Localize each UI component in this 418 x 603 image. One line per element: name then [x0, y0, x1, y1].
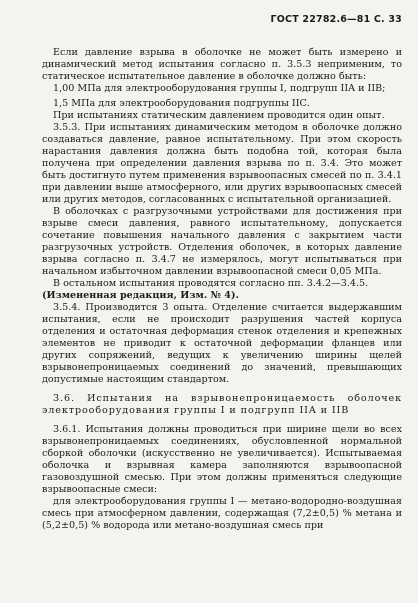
document-body	[42, 47, 402, 532]
paragraph: 3.5.3. При испытаниях динамическим методом в оболочке должно создаваться давление, равное испытательному. При этом скорость нарастания давления должна быть подобна той, которая была получена при определении давления взрыва по п. 3.4. Это может быть достигнуто путем применения взрывоопасных смесей по п. 3.4.1 при давлении выше атмосферного, или других взрывоопасных смесей или других методов, согласованных с испытательной организацией.	[42, 122, 402, 205]
paragraph: для электрооборудования группы I — метано-водородно-воздушная смесь при атмосферном давлении, содержащая (7,2±0,5) % метана и (5,2±0,5) % водорода или метано-воздушная смесь при	[42, 496, 402, 531]
section-heading: 3.6. Испытания на взрывонепроницаемость оболочек электрооборудования группы I и подгрупп IIA и IIB	[42, 393, 402, 416]
paragraph: При испытаниях статическим давлением проводится один опыт.	[53, 110, 385, 121]
paragraph: 1,00 МПа для электрооборудования группы I, подгрупп IIA и IIB;	[53, 83, 386, 94]
paragraph: 3.6.1. Испытания должны проводиться при ширине щели во всех взрывонепроницаемых соединениях, обусловленной нормальной сборкой оболочки (искусственно не увеличивается). Испытываемая оболочка и взрывная камера заполняются взрывоопасной газовоздушной смесью. При этом должны применяться следующие взрывоопасные смеси:	[42, 424, 402, 495]
paragraph: 1,5 МПа для электрооборудования подгруппы IIС.	[53, 98, 310, 109]
paragraph: Если давление взрыва в оболочке не может быть измерено и динамический метод испытания согласно п. 3.5.3 неприменим, то статическое испытательное давление в оболочке должно быть:	[42, 47, 402, 82]
page-header: ГОСТ 22782.6—81 С. 33	[270, 14, 402, 25]
amendment-note: (Измененная редакция, Изм. № 4).	[42, 290, 239, 301]
paragraph: В оболочках с разгрузочными устройствами для достижения при взрыве смеси давления, равного испытательному, допускается сочетание повышения начального давления с закрытием части разгрузочных устройств. Отделения оболочек, в которых давление взрыва согласно п. 3.4.7 не измерялось, могут испытываться при начальном избыточном давлении взрывоопасной смеси 0,05 МПа.	[42, 206, 402, 277]
paragraph: В остальном испытания проводятся согласно пп. 3.4.2—3.4.5.	[53, 278, 369, 289]
paragraph: 3.5.4. Производится 3 опыта. Отделение считается выдержавшим испытания, если не происходит разрушения частей корпуса отделения и остаточная деформация стенок отделения и крепежных элементов не приводит к остаточной деформации фланцев или других сопряжений, ведущих к увеличению ширины щелей взрывонепроницаемых соединений до значений, превышающих допустимые настоящим стандартом.	[42, 302, 402, 385]
